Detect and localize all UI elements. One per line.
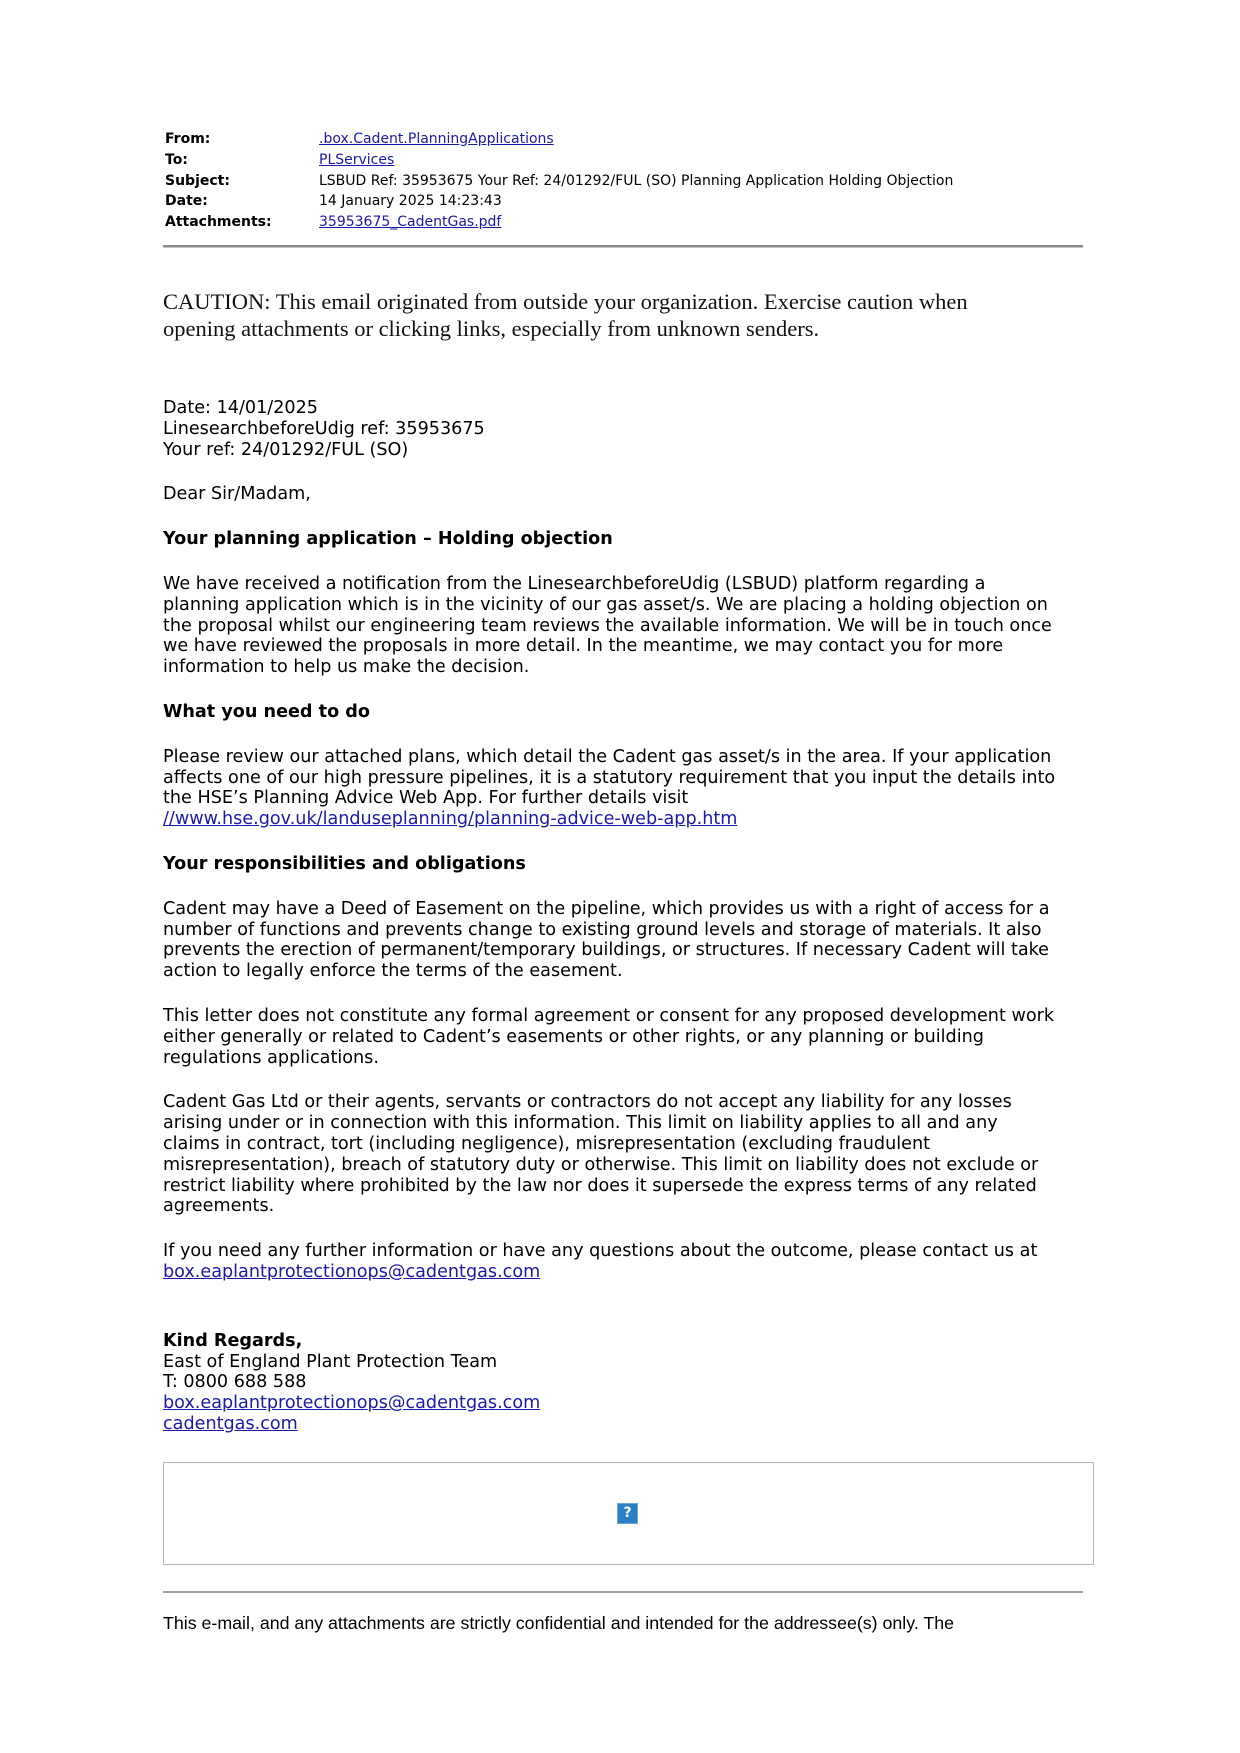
caution-banner xyxy=(163,288,1063,342)
contact-email-link[interactable]: box.eaplantprotectionops@cadentgas.com xyxy=(163,1261,541,1282)
to-label: To: xyxy=(165,151,188,168)
to-link[interactable]: PLServices xyxy=(319,151,395,168)
team-name: East of England Plant Protection Team xyxy=(163,1351,498,1372)
heading-responsibilities: Your responsibilities and obligations xyxy=(163,853,526,874)
paragraph-consent: This letter does not constitute any formal agreement or consent for any proposed development work either generally or related to Cadent’s easements or other rights, or any planning or building regulations applications. xyxy=(163,1005,1055,1068)
subject-value: LSBUD Ref: 35953675 Your Ref: 24/01292/FUL (SO) Planning Application Holding Objection xyxy=(319,172,954,189)
from-label: From: xyxy=(165,131,211,147)
signoff: Kind Regards, xyxy=(163,1330,303,1351)
header-divider xyxy=(163,245,1083,248)
paragraph-what-to-do: Please review our attached plans, which detail the Cadent gas asset/s in the area. If your application affects one of our high pressure pipelines, it is a statutory requirement that you input the details into the HSE’s Planning Advice Web App. For further details visit //www.hse.gov.uk/landuseplanning/planning-advice-web-app.htm xyxy=(163,746,1056,830)
lsbud-ref: LinesearchbeforeUdig ref: 35953675 xyxy=(163,418,485,439)
greeting: Dear Sir/Madam, xyxy=(163,484,311,505)
website-link[interactable]: cadentgas.com xyxy=(163,1413,298,1434)
paragraph-notification: We have received a notification from the LinesearchbeforeUdig (LSBUD) platform regarding a planning application which is in the vicinity of our gas asset/s. We are placing a holding objection on the proposal whilst our engineering team reviews the available information. We will be in touch once we have reviewed the proposals in more detail. In the meantime, we may contact you for more information to help us make the decision. xyxy=(163,573,1052,678)
subject-row xyxy=(165,171,953,192)
footer-divider xyxy=(163,1591,1083,1593)
signature-email-link[interactable]: box.eaplantprotectionops@cadentgas.com xyxy=(163,1393,541,1414)
paragraph-contact: If you need any further information or have any questions about the outcome, please contact us at box.eaplantprotectionops@cadentgas.com xyxy=(163,1241,1038,1282)
paragraph-liability: Cadent Gas Ltd or their agents, servants or contractors do not accept any liability for any losses arising under or in connection with this information. This limit on liability applies to all and any claims in contract, tort (including negligence), misrepresentation (excluding fraudulent misrepresentation), breach of statutory duty or otherwise. This limit on liability does not exclude or restrict liability where prohibited by the law nor does it supersede the express terms of any related agreements. xyxy=(163,1092,1039,1217)
letter-date: Date: 14/01/2025 xyxy=(163,398,318,418)
image-frame xyxy=(163,1462,1094,1565)
date-label: Date: xyxy=(165,193,208,210)
attachments-row xyxy=(165,212,953,233)
date-value: 14 January 2025 14:23:43 xyxy=(319,193,502,210)
subject-label: Subject: xyxy=(165,172,230,189)
confidentiality-notice: This e-mail, and any attachments are strictly confidential and intended for the addressee(s) only. The xyxy=(163,1613,955,1633)
date-row xyxy=(165,191,953,212)
paragraph-easement: Cadent may have a Deed of Easement on the pipeline, which provides us with a right of access for a number of functions and prevents change to existing ground levels and storage of materials. It also prevents the erection of permanent/temporary buildings, or structures. If necessary Cadent will take action to legally enforce the terms of the easement. xyxy=(163,898,1050,982)
caution-line-2: opening attachments or clicking links, especially from unknown senders. xyxy=(163,316,820,341)
heading-what-to-do: What you need to do xyxy=(163,701,370,722)
to-row xyxy=(165,150,953,171)
attachment-link[interactable]: 35953675_CadentGas.pdf xyxy=(319,214,502,231)
hse-link[interactable]: //www.hse.gov.uk/landuseplanning/planning-advice-web-app.htm xyxy=(163,809,738,830)
heading-holding-objection: Your planning application – Holding objection xyxy=(163,529,613,550)
from-row xyxy=(165,129,953,150)
caution-line-1: CAUTION: This email originated from outside your organization. Exercise caution when xyxy=(163,289,968,314)
attachments-label: Attachments: xyxy=(165,214,272,231)
your-ref: Your ref: 24/01292/FUL (SO) xyxy=(163,439,409,460)
broken-image-icon: ? xyxy=(617,1503,638,1524)
from-link[interactable]: .box.Cadent.PlanningApplications xyxy=(319,131,554,147)
signature xyxy=(163,1331,1093,1435)
email-header xyxy=(165,129,953,233)
phone-number: T: 0800 688 588 xyxy=(163,1372,307,1393)
letter-body xyxy=(163,398,1093,1435)
